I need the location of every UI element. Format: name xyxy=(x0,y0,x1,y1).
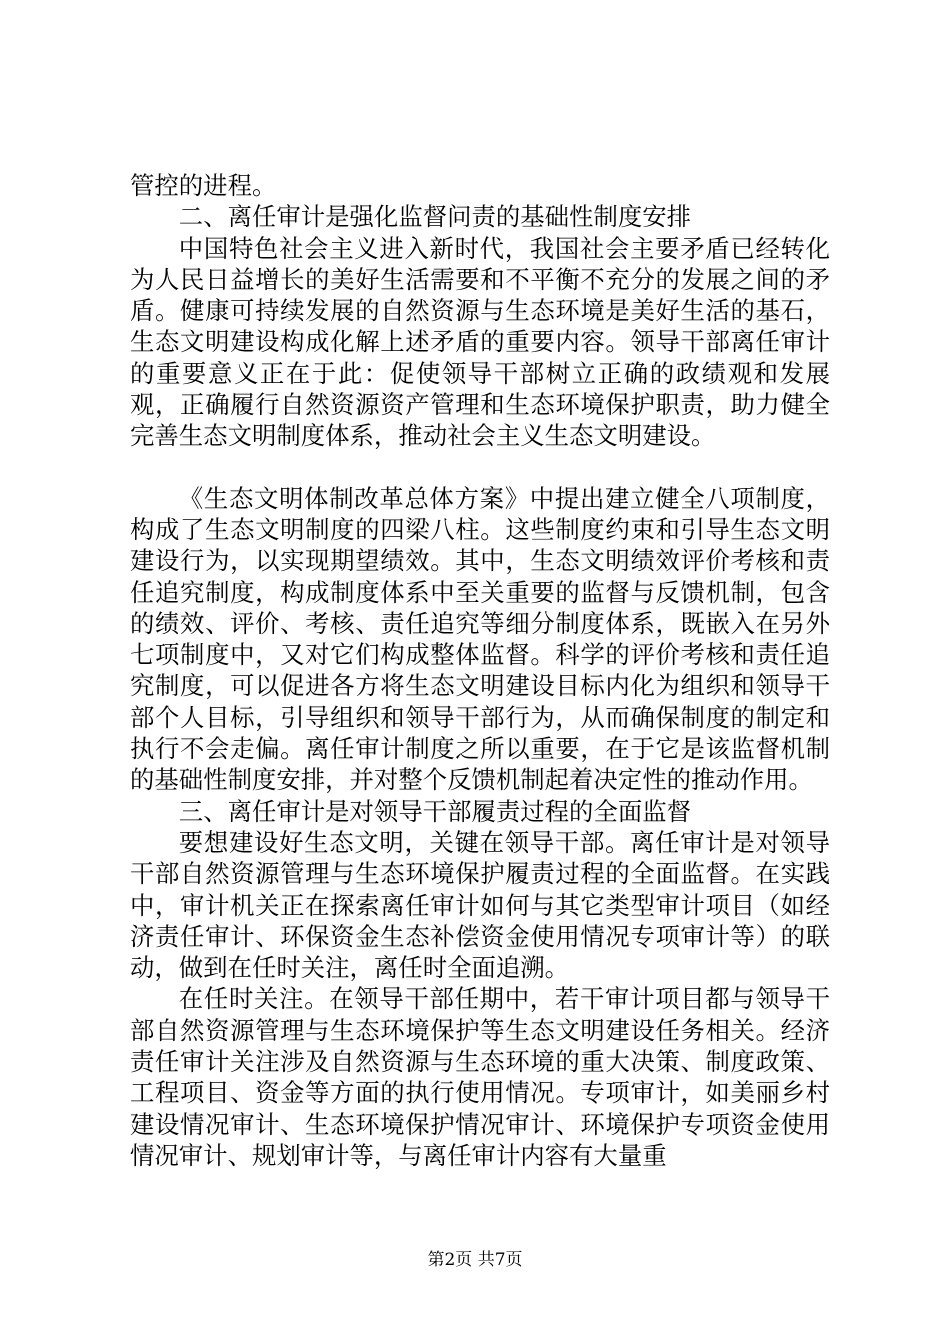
section-heading-2: 二、离任审计是强化监督问责的基础性制度安排 xyxy=(178,202,692,232)
paragraph-spacer xyxy=(130,452,830,483)
section-heading-3: 三、离任审计是对领导干部履责过程的全面监督 xyxy=(178,796,692,826)
paragraph: 中国特色社会主义进入新时代，我国社会主要矛盾已经转化为人民日益增长的美好生活需要和不平衡不充分的发展之间的矛盾。健康可持续发展的自然资源与生态环境是美好生活的基石，生态文明建设构成化解上述矛盾的重要内容。领导干部离任审计的重要意义正在于此：促使领导干部树立正确的政绩观和发展观，正确履行自然资源资产管理和生态环境保护职责，助力健全完善生态文明制度体系，推动社会主义生态文明建设。 xyxy=(130,233,830,451)
document-body xyxy=(130,170,830,1171)
paragraph: 要想建设好生态文明，关键在领导干部。离任审计是对领导干部自然资源管理与生态环境保护履责过程的全面监督。在实践中，审计机关正在探索离任审计如何与其它类型审计项目（如经济责任审计、环保资金生态补偿资金使用情况专项审计等）的联动，做到在任时关注，离任时全面追溯。 xyxy=(130,827,830,983)
paragraph: 《生态文明体制改革总体方案》中提出建立健全八项制度，构成了生态文明制度的四梁八柱。这些制度约束和引导生态文明建设行为，以实现期望绩效。其中，生态文明绩效评价考核和责任追究制度，构成制度体系中至关重要的监督与反馈机制，包含的绩效、评价、考核、责任追究等细分制度体系，既嵌入在另外七项制度中，又对它们构成整体监督。科学的评价考核和责任追究制度，可以促进各方将生态文明建设目标内化为组织和领导干部个人目标，引导组织和领导干部行为，从而确保制度的制定和执行不会走偏。离任审计制度之所以重要，在于它是该监督机制的基础性制度安排，并对整个反馈机制起着决定性的推动作用。 xyxy=(130,483,830,795)
page-number-footer: 第2页 共7页 xyxy=(427,1250,523,1270)
paragraph: 在任时关注。在领导干部任期中，若干审计项目都与领导干部自然资源管理与生态环境保护等生态文明建设任务相关。经济责任审计关注涉及自然资源与生态环境的重大决策、制度政策、工程项目、资金等方面的执行使用情况。专项审计，如美丽乡村建设情况审计、生态环境保护情况审计、环境保护专项资金使用情况审计、规划审计等，与离任审计内容有大量重 xyxy=(130,984,830,1170)
paragraph-continuation: 管控的进程。 xyxy=(130,171,277,200)
